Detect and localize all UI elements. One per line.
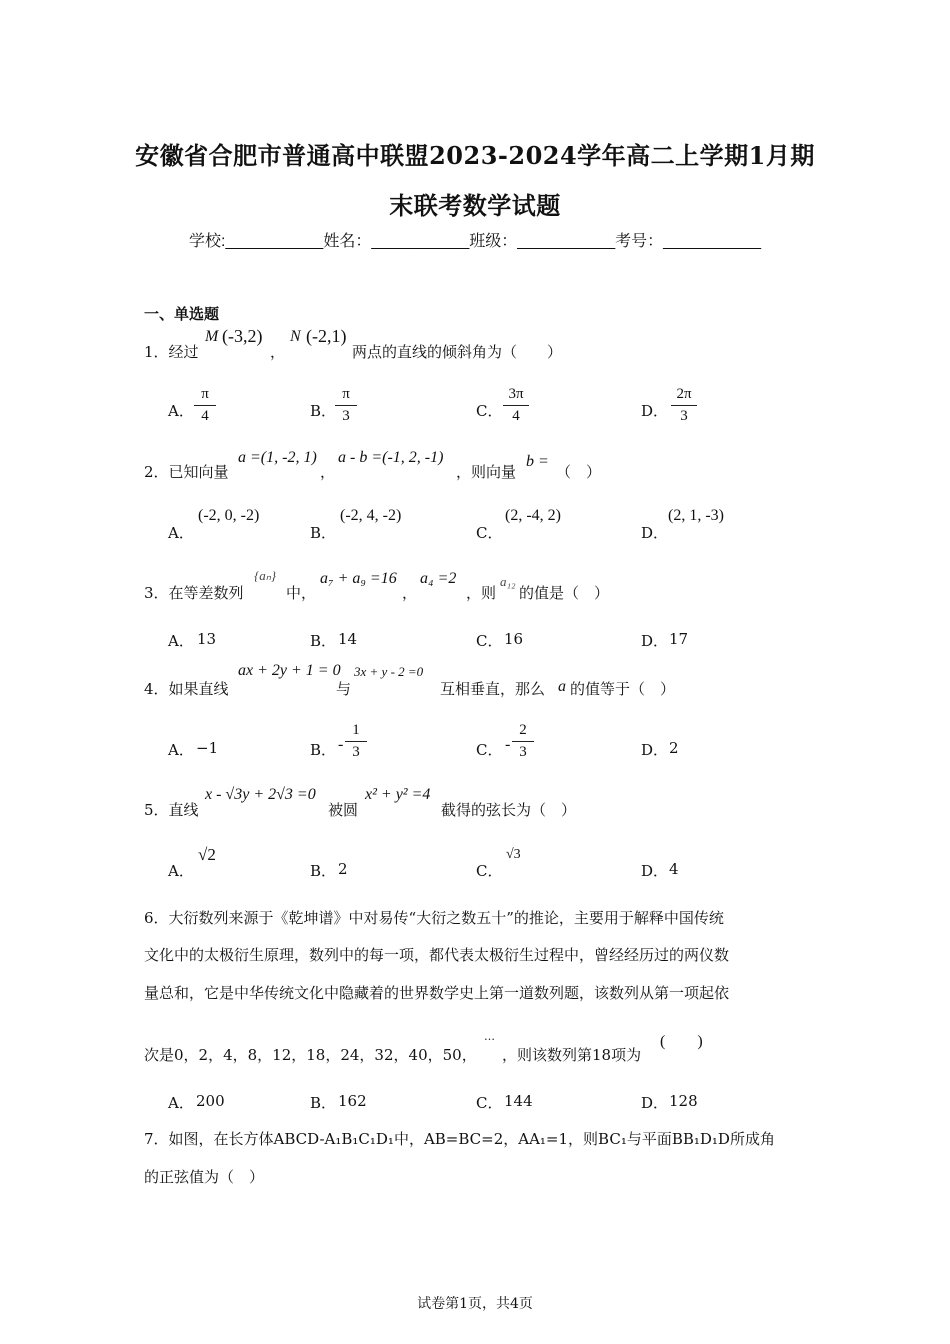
q1-option-b-fraction: π 3	[335, 386, 357, 425]
q4-option-c-fraction: 2 3	[512, 722, 534, 761]
q4-tail: 的值等于（ ）	[570, 680, 676, 698]
q3-mid: 中，	[286, 584, 317, 602]
q2-vector-a: a =(1, -2, 1)	[238, 449, 317, 466]
q3-option-a-value: 13	[197, 630, 217, 648]
q1-option-a-label: A．	[168, 402, 194, 420]
q5-prefix: 5．直线	[144, 801, 199, 819]
q1-comma: ，	[270, 343, 286, 361]
q3-condition-1: a₇ + a₉ =16	[320, 570, 397, 587]
q3-option-d-label: D．	[641, 632, 669, 650]
q4-option-d-label: D．	[641, 741, 669, 759]
q6-option-d-label: D．	[641, 1094, 669, 1112]
q2-option-d-label: D．	[641, 524, 669, 542]
q6-option-b-label: B．	[310, 1094, 337, 1112]
q2-option-a-label: A．	[168, 524, 194, 542]
q5-option-c-label: C．	[476, 862, 503, 880]
q4-line-2: 3x + y - 2 =0	[354, 664, 424, 679]
q4-option-c-label: C．	[476, 741, 503, 759]
q2-option-a-value: (-2, 0, -2)	[198, 507, 260, 524]
q1-option-c-label: C．	[476, 402, 503, 420]
q5-tail: 截得的弦长为（ ）	[441, 801, 577, 819]
q1-point-n-coords: (-2,1)	[306, 326, 347, 346]
q3-prefix: 3．在等差数列	[144, 584, 244, 602]
q4-option-b-label: B．	[310, 741, 337, 759]
q6-option-b-value: 162	[338, 1092, 367, 1110]
q5-option-b-label: B．	[310, 862, 337, 880]
q3-condition-2: a₄ =2	[420, 570, 457, 587]
q3-option-b-value: 14	[338, 630, 358, 648]
q3-option-a-label: A．	[168, 632, 194, 650]
q5-line: x - √3y + 2√3 =0	[205, 786, 316, 803]
q5-option-b-value: 2	[338, 860, 348, 878]
q5-circle: x² + y² =4	[365, 786, 431, 803]
q5-option-a-value: √2	[198, 845, 216, 864]
q2-vector-diff: a - b =(-1, 2, -1)	[338, 449, 444, 466]
q3-tail: 的值是（ ）	[519, 584, 610, 602]
section-heading: 一、单选题	[144, 305, 220, 323]
q2-prefix: 2．已知向量	[144, 463, 229, 481]
page-title-line2: 末联考数学试题	[389, 191, 561, 220]
q4-option-b-sign: -	[338, 736, 344, 753]
q3-text: ，则	[466, 584, 497, 602]
q6-line-4-tail: ，则该数列第18项为	[502, 1046, 642, 1064]
q2-option-c-value: (2, -4, 2)	[505, 507, 561, 524]
q6-answer-paren: ( )	[660, 1033, 703, 1050]
q3-sequence: {aₙ}	[254, 568, 277, 583]
q3-option-c-label: C．	[476, 632, 503, 650]
q3-option-b-label: B．	[310, 632, 337, 650]
q3-option-c-value: 16	[504, 630, 524, 648]
q2-vector-b: b =	[526, 453, 549, 470]
q2-comma: ，	[320, 463, 336, 481]
q2-option-c-label: C．	[476, 524, 503, 542]
q5-option-d-label: D．	[641, 862, 669, 880]
q5-option-d-value: 4	[669, 860, 679, 878]
page-title-line1: 安徽省合肥市普通高中联盟2023-2024学年高二上学期1月期	[135, 141, 815, 170]
page-footer: 试卷第1页，共4页	[417, 1296, 533, 1312]
q5-option-a-label: A．	[168, 862, 194, 880]
q6-line-1: 6．大衍数列来源于《乾坤谱》中对易传“大衍之数五十”的推论，主要用于解释中国传统	[144, 909, 724, 927]
q2-option-b-value: (-2, 4, -2)	[340, 507, 402, 524]
q1-option-d-fraction: 2π 3	[671, 386, 697, 425]
q2-text: ，则向量	[456, 463, 517, 481]
q4-line-1: ax + 2y + 1 = 0	[238, 662, 341, 679]
q6-line-2: 文化中的太极衍生原理，数列中的每一项，都代表太极衍生过程中，曾经经历过的两仪数	[144, 946, 730, 964]
q3-option-d-value: 17	[669, 630, 689, 648]
q1-prefix: 1．经过	[144, 343, 199, 361]
q6-option-a-label: A．	[168, 1094, 194, 1112]
q1-option-a-fraction: π 4	[194, 386, 216, 425]
q4-option-a-value: −1	[196, 739, 219, 757]
q6-option-d-value: 128	[669, 1092, 698, 1110]
q7-line-1: 7．如图，在长方体ABCD-A₁B₁C₁D₁中，AB=BC=2，AA₁=1，则BC₁与平面BB₁D₁D所成角	[144, 1130, 775, 1148]
q6-option-a-value: 200	[196, 1092, 225, 1110]
q3-target-term: a₁₂	[500, 574, 516, 589]
q6-ellipsis: …	[484, 1030, 495, 1043]
q4-option-d-value: 2	[669, 739, 679, 757]
q4-text: 互相垂直，那么	[440, 680, 546, 698]
q1-point-m: M	[205, 328, 219, 345]
q4-option-a-label: A．	[168, 741, 194, 759]
q1-text: 两点的直线的倾斜角为（ ）	[352, 343, 563, 361]
q6-option-c-label: C．	[476, 1094, 503, 1112]
q1-option-b-label: B．	[310, 402, 337, 420]
q2-paren: （ ）	[556, 463, 602, 481]
q1-point-n: N	[290, 328, 301, 345]
q6-line-3: 量总和，它是中华传统文化中隐藏着的世界数学史上第一道数列题，该数列从第一项起依	[144, 984, 730, 1002]
q5-mid: 被圆	[328, 801, 359, 819]
q1-point-m-coords: (-3,2)	[222, 326, 263, 346]
q4-option-b-fraction: 1 3	[345, 722, 367, 761]
q3-comma: ，	[402, 584, 418, 602]
q4-mid: 与	[336, 680, 352, 698]
q6-option-c-value: 144	[504, 1092, 533, 1110]
q4-option-c-sign: -	[505, 736, 511, 753]
q1-option-c-fraction: 3π 4	[503, 386, 529, 425]
q5-option-c-value: √3	[506, 847, 521, 862]
q4-variable: a	[558, 678, 566, 695]
q1-option-d-label: D．	[641, 402, 669, 420]
q6-line-4: 次是0，2，4，8，12，18，24，32，40，50，	[144, 1046, 477, 1064]
q7-line-2: 的正弦值为（ ）	[144, 1168, 265, 1186]
student-info-line: 学校:___________姓名：___________班级：___________考号：___________	[189, 233, 761, 250]
q2-option-b-label: B．	[310, 524, 337, 542]
q4-prefix: 4．如果直线	[144, 680, 229, 698]
q2-option-d-value: (2, 1, -3)	[668, 507, 724, 524]
